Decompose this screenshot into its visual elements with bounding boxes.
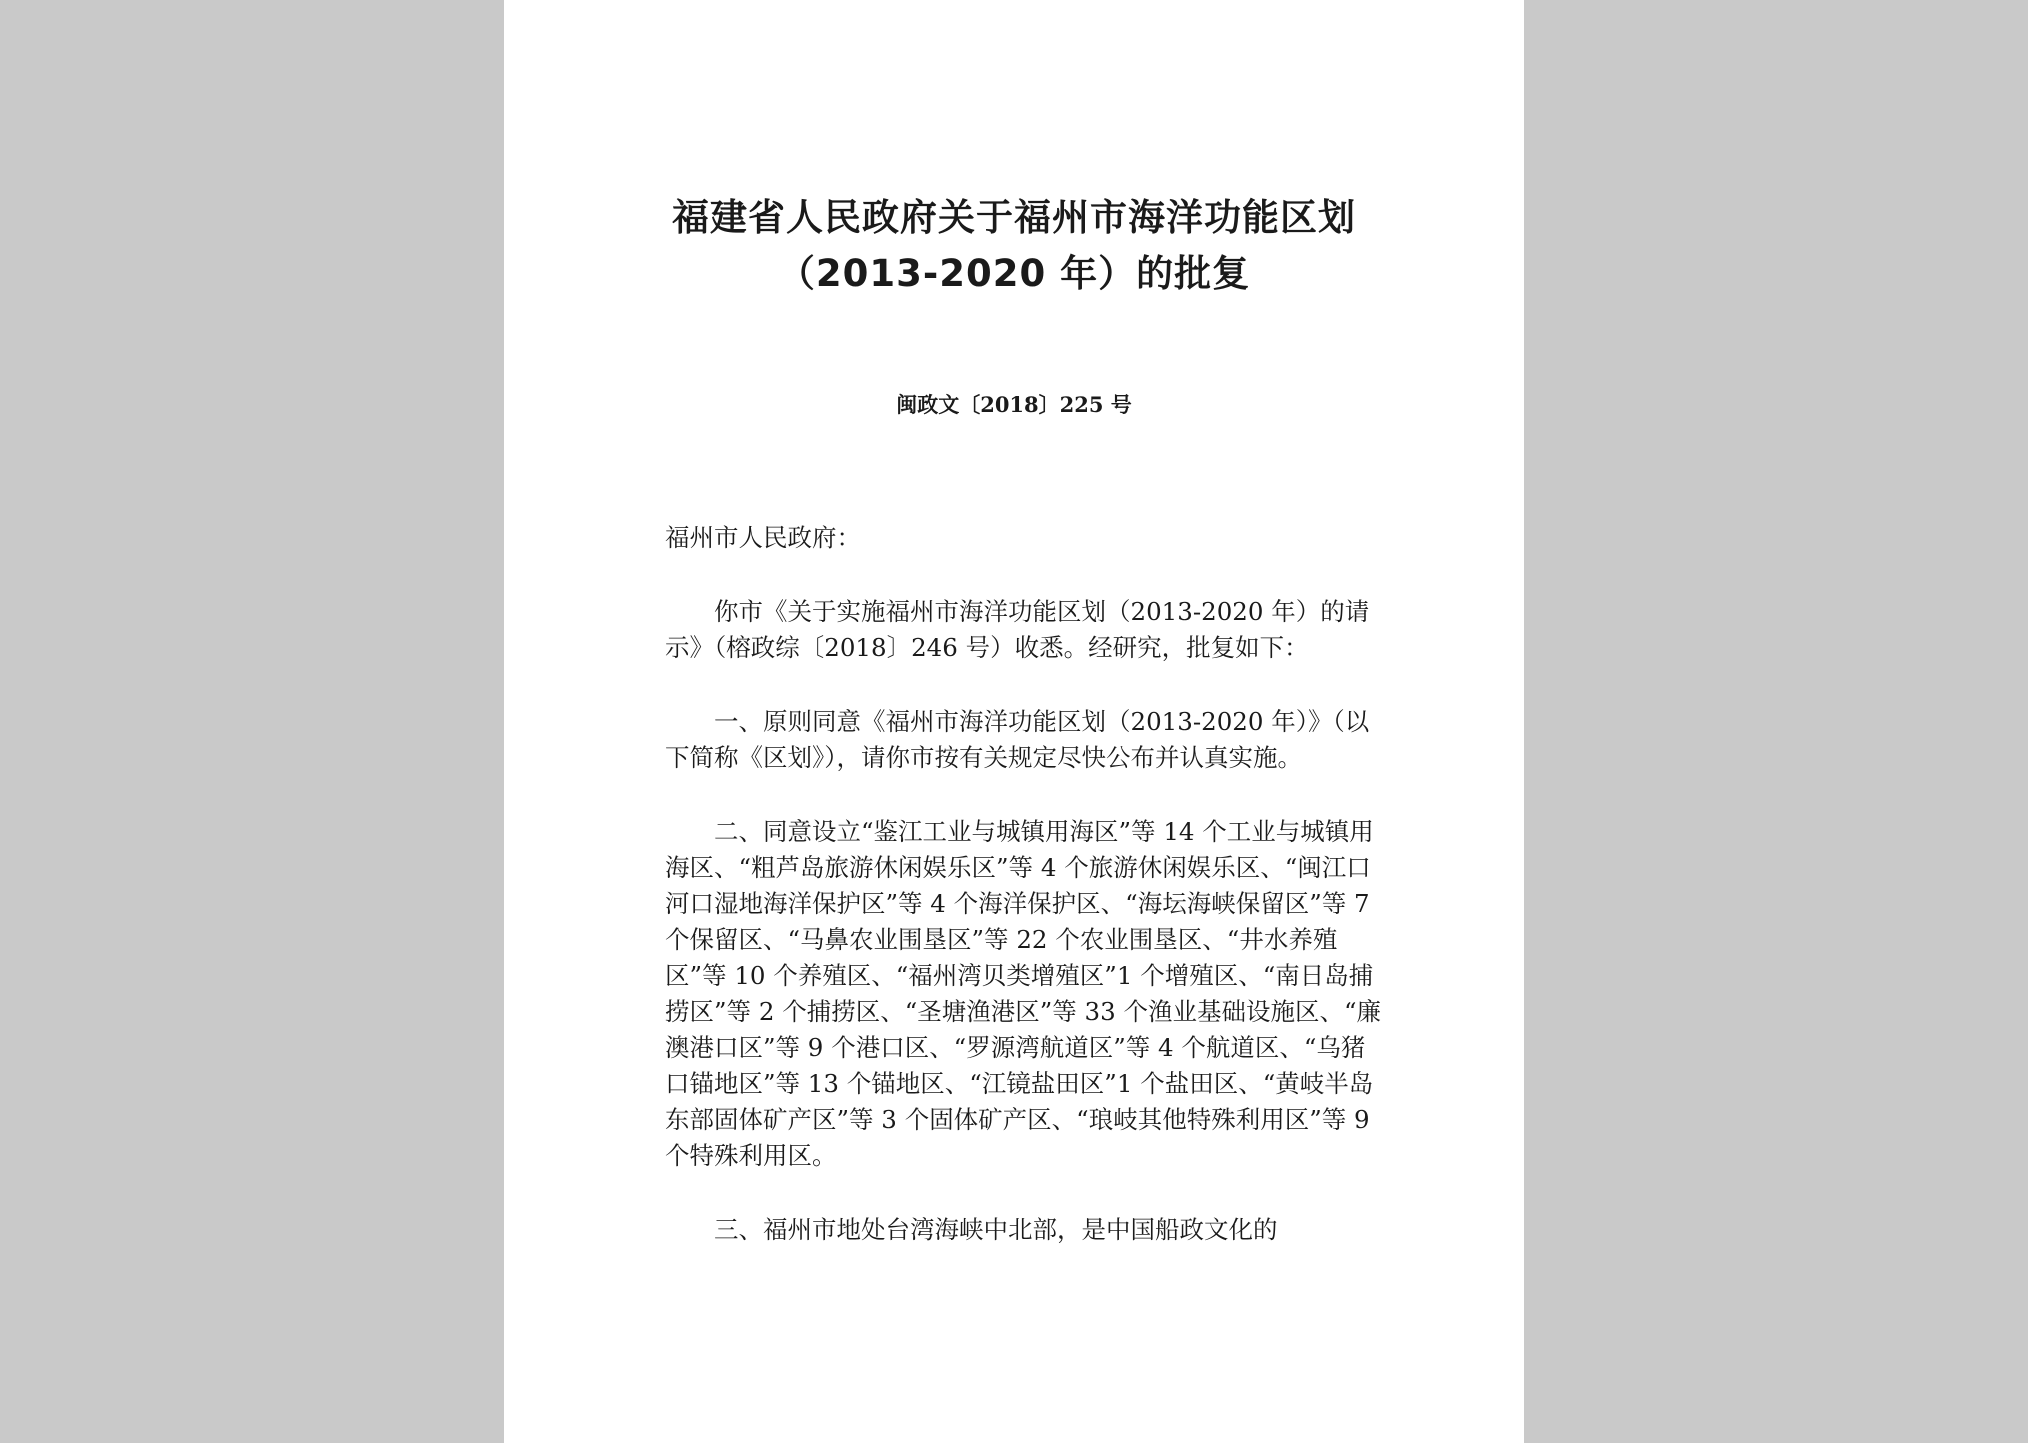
paragraph-item-2: 二、同意设立“鉴江工业与城镇用海区”等 14 个工业与城镇用海区、“粗芦岛旅游休闲娱乐区”等 4 个旅游休闲娱乐区、“闽江口河口湿地海洋保护区”等 4 个海洋保护区、“海坛海峡保留区”等 7 个保留区、“马鼻农业围垦区”等 22 个农业围垦区、“井水养殖区”等 10 个养殖区、“福州湾贝类增殖区”1 个增殖区、“南日岛捕捞区”等 2 个捕捞区、“圣塘渔港区”等 33 个渔业基础设施区、“廉澳港口区”等 9 个港口区、“罗源湾航道区”等 4 个航道区、“乌猪口锚地区”等 13 个锚地区、“江镜盐田区”1 个盐田区、“黄岐半岛东部固体矿产区”等 3 个固体矿产区、“琅岐其他特殊利用区”等 9 个特殊利用区。 [665,817,1382,1170]
document-body [665,520,1385,1248]
document-title [504,190,1524,302]
title-line-2: （2013-2020 年）的批复 [777,252,1251,295]
document-page [504,0,1524,1443]
paragraph-item-1: 一、原则同意《福州市海洋功能区划（2013-2020 年）》（以下简称《区划》），请你市按有关规定尽快公布并认真实施。 [665,707,1370,772]
document-number: 闽政文〔2018〕225 号 [896,392,1132,417]
paragraph-item-3: 三、福州市地处台湾海峡中北部，是中国船政文化的 [714,1215,1278,1244]
paragraph-intro: 你市《关于实施福州市海洋功能区划（2013-2020 年）的请示》（榕政综〔2018〕246 号）收悉。经研究，批复如下： [665,597,1370,662]
salutation: 福州市人民政府： [665,523,861,552]
title-line-1: 福建省人民政府关于福州市海洋功能区划 [672,196,1356,239]
